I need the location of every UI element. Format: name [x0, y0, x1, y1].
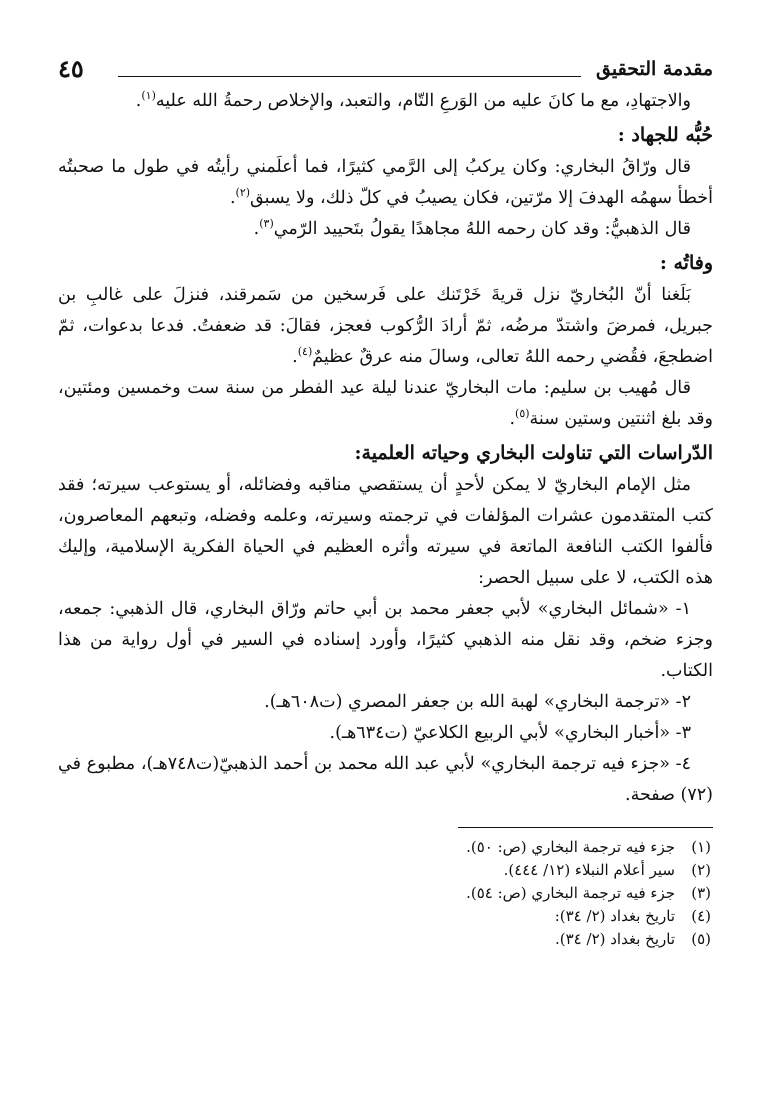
footnote-number: (٥): [691, 930, 711, 948]
footnote: [58, 905, 713, 928]
footnotes: [58, 836, 713, 951]
paragraph-3: قال الذهبيُّ: وقد كان رحمه اللهُ مجاهدًا يقولُ بتَحييد الرّمي$^{(٣)}$.: [253, 217, 691, 239]
footnote: [58, 836, 713, 859]
footnote-number: (٢): [691, 861, 711, 879]
list-item: ٤- «جزء فيه ترجمة البخاري» لأبي عبد الله محمد بن أحمد الذهبيّ(ت٧٤٨هـ)، مطبوع في (٧٢) صفحة.: [58, 754, 713, 805]
paragraph-4-text: بَلَغنا أنّ البُخاريّ نزل قريةَ خَرْتَنك على فَرسخين من سَمرقند، فنزلَ على غالبِ بن جبريل، فمرضَ واشتدّ مرضُه، ثمّ أرادَ الرُّكوب فعجز، فقالَ: قد ضعفتُ. فدعا بدعوات، ثمّ اضطجعَ، فقُضي رحمه اللهُ تعالى، وسالَ منه عرقٌ عظيمٌ: [58, 285, 713, 367]
running-header: [58, 56, 713, 86]
footnote: [58, 882, 713, 905]
paragraph-2: قال ورّاقُ البخاري: وكان يركبُ إلى الرَّمي كثيرًا، فما أعلَمني رأيتُه في طول ما صحبتُه أخطأ سهمُه الهدفَ إلا مرّتين، فكان يصيبُ في كلّ ذلك، ولا يسبق$^{(٢)}$.: [58, 157, 713, 208]
footnote-number: (١): [691, 838, 711, 856]
footnote: [58, 859, 713, 882]
footnote-ref-4: (٤): [297, 345, 313, 359]
paragraph-2-text: قال ورّاقُ البخاري: وكان يركبُ إلى الرَّمي كثيرًا، فما أعلَمني رأيتُه في طول ما صحبتُه أخطأ سهمُه الهدفَ إلا مرّتين، فكان يصيبُ في كلّ ذلك، ولا يسبق: [58, 157, 713, 208]
document-page: [58, 56, 713, 951]
header-rule: [118, 76, 581, 77]
footnote-ref-3: (٣): [259, 217, 274, 231]
list-item: ٢- «ترجمة البخاري» لهبة الله بن جعفر المصري (ت٦٠٨هـ).: [264, 692, 691, 712]
footnote-text: جزء فيه ترجمة البخاري (ص: ٥٤).: [466, 884, 675, 902]
heading-studies: الدّراسات التي تناولت البخاري وحياته العلمية:: [354, 442, 713, 464]
footnote-ref-1: (١): [141, 89, 156, 103]
footnote-text: تاريخ بغداد (٢/ ٣٤).: [554, 930, 675, 948]
footnote-rule: [458, 827, 713, 828]
paragraph-5-text: قال مُهيب بن سليم: مات البخاريّ عندنا ليلة عيد الفطر من سنة ست وخمسين ومئتين، وقد بلغ اثنتين وستين سنة: [58, 378, 713, 429]
paragraph-1-text: والاجتهادِ، مع ما كانَ عليه من الوَرعِ التّام، والتعبد، والإخلاص رحمةُ الله عليه: [155, 91, 691, 111]
heading-jihad: حُبُّه للجهاد :: [617, 124, 713, 146]
footnote-ref-5: (٥): [515, 407, 530, 421]
page-number: ٤٥: [58, 54, 84, 83]
footnote-text: تاريخ بغداد (٢/ ٣٤):: [554, 907, 675, 925]
footnote-text: سير أعلام النبلاء (١٢/ ٤٤٤).: [503, 861, 675, 879]
paragraph-6: مثل الإمام البخاريّ لا يمكن لأحدٍ أن يستقصي مناقبه وفضائله، أو يستوعب سيرته؛ فقد كتب المتقدمون عشرات المؤلفات في ترجمته وسيرته، وعلمه وفضله، وتبعهم المعاصرون، فألفوا الكتب النافعة الماتعة في سيرته وأثره العظيم في الحياة الفكرية الإسلامية، وإليك هذه الكتب، لا على سبيل الحصر:: [58, 475, 713, 588]
paragraph-3-text: قال الذهبيُّ: وقد كان رحمه اللهُ مجاهدًا يقولُ بتَحييد الرّمي: [273, 219, 691, 239]
paragraph-5: قال مُهيب بن سليم: مات البخاريّ عندنا ليلة عيد الفطر من سنة ست وخمسين ومئتين، وقد بلغ اثنتين وستين سنة$^{(٥)}$.: [58, 378, 713, 429]
paragraph-1: والاجتهادِ، مع ما كانَ عليه من الوَرعِ التّام، والتعبد، والإخلاص رحمةُ الله عليه$^{(١)}$.: [135, 89, 691, 111]
heading-death: وفاتُه :: [659, 252, 713, 274]
footnote-text: جزء فيه ترجمة البخاري (ص: ٥٠).: [466, 838, 675, 856]
list-item: ١- «شمائل البخاري» لأبي جعفر محمد بن أبي حاتم ورّاق البخاري، قال الذهبي: جمعه، وجزء ضخم، وقد نقل منه الذهبي كثيرًا، وأورد إسناده في السير في أول رواية من هذا الكتاب.: [58, 599, 713, 681]
section-title: مقدمة التحقيق: [596, 58, 713, 80]
paragraph-4: بَلَغنا أنّ البُخاريّ نزل قريةَ خَرْتَنك على فَرسخين من سَمرقند، فنزلَ على غالبِ بن جبريل، فمرضَ واشتدّ مرضُه، ثمّ أرادَ الرُّكوب فعجز، فقالَ: قد ضعفتُ. فدعا بدعوات، ثمّ اضطجعَ، فقُضي رحمه اللهُ تعالى، وسالَ منه عرقٌ عظيمٌ$^{(٤)}$.: [58, 285, 713, 367]
footnote-number: (٤): [691, 907, 711, 925]
footnote-number: (٣): [691, 884, 711, 902]
footnote: [58, 928, 713, 951]
list-item: ٣- «أخبار البخاري» لأبي الربيع الكلاعيّ (ت٦٣٤هـ).: [329, 723, 691, 743]
footnote-ref-2: (٢): [235, 186, 251, 200]
